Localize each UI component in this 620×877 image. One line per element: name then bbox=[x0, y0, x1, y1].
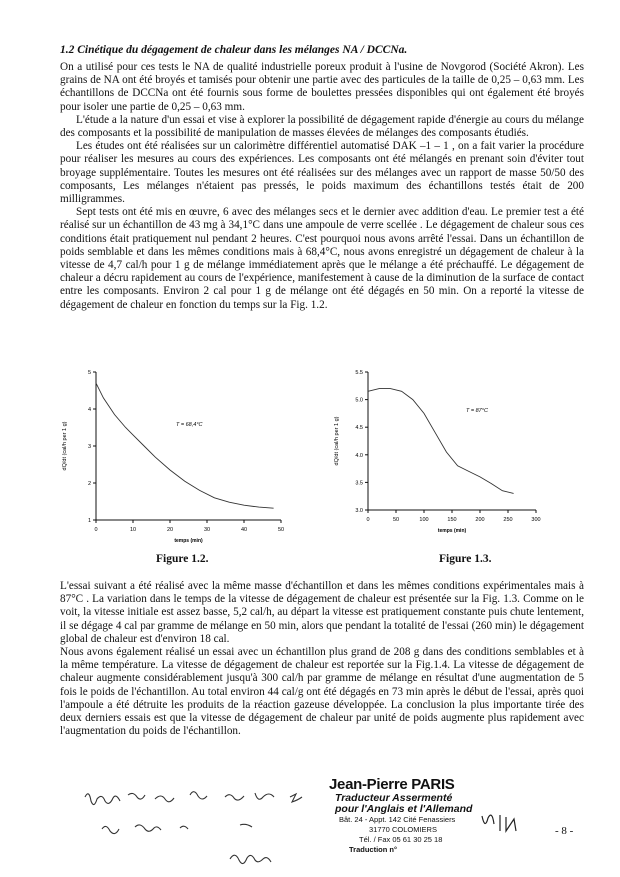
x-axis-label: temps (min) bbox=[437, 528, 467, 534]
body-text-top bbox=[60, 61, 584, 312]
data-line bbox=[368, 389, 514, 494]
y-tick-label: 1 bbox=[87, 518, 91, 524]
x-tick-label: 20 bbox=[166, 527, 174, 533]
x-tick-label: 0 bbox=[366, 517, 370, 523]
y-tick-label: 3.5 bbox=[355, 480, 363, 487]
y-tick-label: 4.0 bbox=[355, 452, 363, 459]
x-tick-label: 100 bbox=[419, 517, 429, 523]
y-tick-label: 3.0 bbox=[355, 508, 363, 514]
y-axis-label: dQ/dt (cal/h per 1 g) bbox=[62, 421, 68, 471]
data-line bbox=[96, 383, 274, 508]
x-tick-label: 200 bbox=[475, 517, 485, 523]
handwritten-signature bbox=[478, 812, 528, 842]
page-number: - 8 - bbox=[555, 825, 574, 837]
stamp-translation-number: Traduction n° bbox=[349, 845, 397, 854]
stamp-title: Traducteur Assermenté bbox=[335, 792, 453, 804]
translator-stamp bbox=[329, 776, 499, 855]
y-tick-label: 5 bbox=[87, 370, 91, 376]
y-tick-label: 4.5 bbox=[355, 425, 363, 432]
stamp-name: Jean-Pierre PARIS bbox=[329, 776, 455, 793]
section-heading: 1.2 Cinétique du dégagement de chaleur dans les mélanges NA / DCCNa. bbox=[60, 44, 408, 56]
x-tick-label: 10 bbox=[129, 527, 137, 533]
chart-annotation: T = 68,4°C bbox=[176, 422, 203, 428]
stamp-title: pour l'Anglais et l'Allemand bbox=[335, 803, 473, 815]
x-tick-label: 150 bbox=[447, 517, 457, 523]
chart-annotation: T = 87°C bbox=[466, 408, 488, 414]
figure-1-2 bbox=[56, 368, 296, 548]
y-axis-label: dQ/dt (cal/h per 1 g) bbox=[334, 416, 340, 466]
x-tick-label: 300 bbox=[531, 517, 541, 523]
x-tick-label: 30 bbox=[203, 527, 211, 533]
y-tick-label: 5.5 bbox=[355, 370, 363, 376]
paragraph: Nous avons également réalisé un essai avec un échantillon plus grand de 208 g dans des conditions semblables et à la même température. La vitesse de dégagement de chaleur est reportée sur la Fig.1.4. La vitesse de dégagement de chaleur augmente considérablement jusqu'à 300 cal/h par gramme de mélange en résultat d'une augmentation de 5 fois le poids de l'échantillon. Au total environ 44 cal/g ont été dégagés en 73 min après le début de l'essai, après quoi l'ampoule a été détruite les produits de la réaction gazeuse développée. La conclusion la plus importante tirée des deux derniers essais est que la vitesse de dégagement de chaleur par unité de poids augmente plus rapidement avec l'augmentation du poids de l'échantillon. bbox=[60, 646, 584, 738]
y-tick-label: 4 bbox=[87, 407, 91, 413]
y-tick-label: 5.0 bbox=[355, 397, 363, 404]
figure-1-3-caption: Figure 1.3. bbox=[439, 553, 492, 565]
stamp-address: Bât. 24 - Appt. 142 Cité Fenassiers bbox=[339, 815, 456, 824]
x-tick-label: 250 bbox=[503, 517, 513, 523]
handwritten-note bbox=[80, 785, 340, 870]
figure-1-3 bbox=[326, 368, 546, 548]
x-tick-label: 50 bbox=[392, 517, 400, 523]
x-tick-label: 0 bbox=[94, 527, 98, 533]
x-tick-label: 40 bbox=[240, 527, 248, 533]
paragraph: L'essai suivant a été réalisé avec la même masse d'échantillon et dans les mêmes conditions expérimentales mais à 87°C . La variation dans le temps de la vitesse de dégagement de chaleur est présentée sur la Fig. 1.3. Comme on le voit, la vitesse initiale est assez basse, 5,2 cal/h, au départ la vitesse est pratiquement constante puis chute lentement, il se dégage 4 cal par gramme de mélange en 50 min, alors que pendant la totalité de l'essai (260 min) le dégagement global de chaleur est d'environ 18 cal. bbox=[60, 580, 584, 645]
stamp-address: 31770 COLOMIERS bbox=[369, 825, 437, 834]
figure-1-3-chart bbox=[326, 368, 546, 548]
y-tick-label: 2 bbox=[87, 481, 91, 487]
paragraph: L'étude a la nature d'un essai et vise à explorer la possibilité de dégagement rapide d'énergie au cours du mélange des composants et la possibilité de manipulation de masses élevées de mélanges des composants étudiés. bbox=[60, 113, 584, 140]
stamp-phone: Tél. / Fax 05 61 30 25 18 bbox=[359, 835, 443, 844]
figure-1-2-chart bbox=[56, 368, 296, 548]
y-tick-label: 3 bbox=[87, 444, 91, 450]
x-axis-label: temps (min) bbox=[174, 538, 203, 544]
paragraph: On a utilisé pour ces tests le NA de qualité industrielle poreux produit à l'usine de Novgorod (Société Akron). Les grains de NA ont été broyés et tamisés pour obtenir une partie avec des particules de la taille de 0,25 – 0,63 mm. Les échantillons de DCCNa ont été fournis sous forme de boulettes pressées disponibles qui ont également été broyés pour isoler une partie de 0,25 – 0,63 mm. bbox=[60, 61, 584, 113]
body-text-bottom bbox=[60, 580, 584, 738]
paragraph: Sept tests ont été mis en œuvre, 6 avec des mélanges secs et le dernier avec addition d'eau. Le premier test a été réalisé sur un échantillon de 43 mg à 34,1°C dans une ampoule de verre scellée . Le dégagement de chaleur sous ces conditions était pratiquement nul pendant 2 heures. C'est pourquoi nous avons arrêté l'essai. Dans un échantillon de poids semblable et dans les mêmes conditions mais à 68,4°C, nous avons enregistré un dégagement de chaleur à la vitesse de 4,7 cal/h pour 1 g de mélange immédiatement après que le mélange a été préchauffé. Le dégagement de chaleur a décru rapidement au cours de l'expérience, manifestement à cause de la diminution de la surface de contact entre les composants. Environ 2 cal pour 1 g de mélange ont été dégagés en 50 min. On a reporté la vitesse de dégagement de chaleur en fonction du temps sur la Fig. 1.2. bbox=[60, 206, 584, 311]
x-tick-label: 50 bbox=[277, 527, 285, 533]
paragraph: Les études ont été réalisées sur un calorimètre différentiel automatisé DAK –1 – 1 , on a fait varier la procédure pour réaliser les mesures au cours des expériences. Les composants ont été mélangés en prenant soin d'éviter tout broyage supplémentaire. Toutes les mesures ont été réalisées sur des mélanges avec un rapport de masse 50/50 des composants, Les mélanges n'étaient pas pressés, le poids maximum des échantillons testés était de 200 milligrammes. bbox=[60, 140, 584, 206]
figure-1-2-caption: Figure 1.2. bbox=[156, 553, 209, 565]
